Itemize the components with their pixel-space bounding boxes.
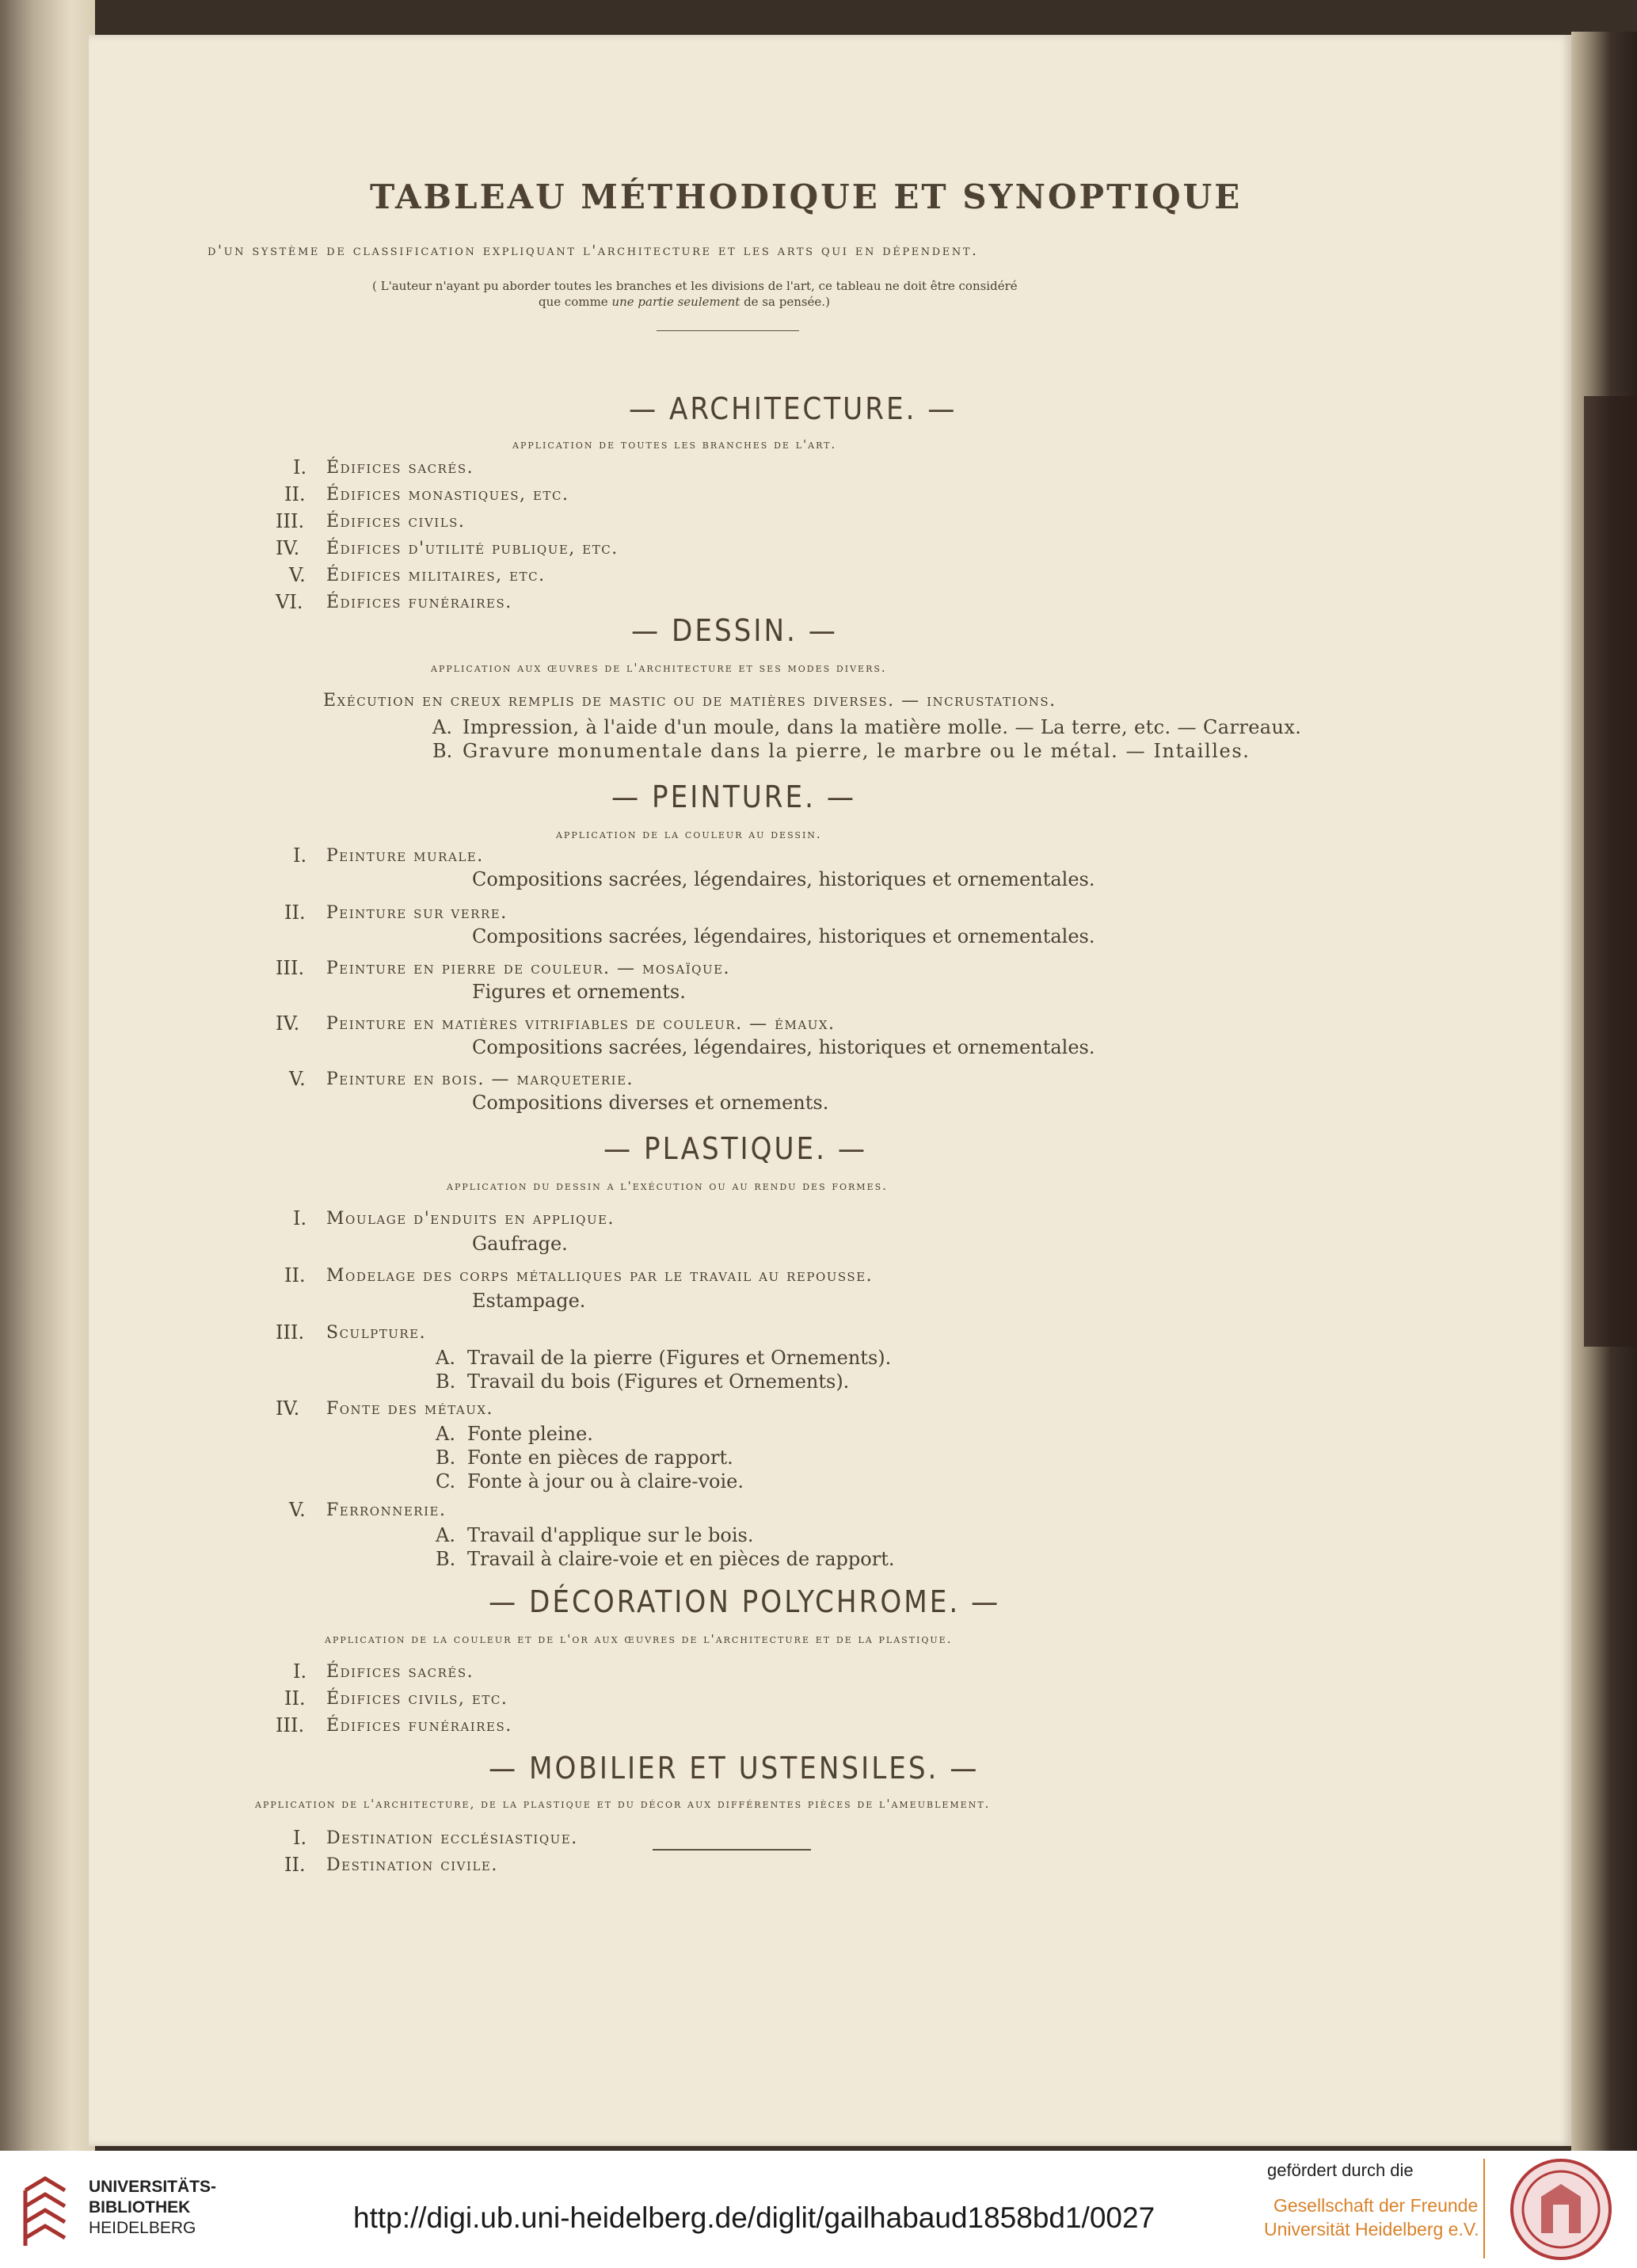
- subitem-letter: B.: [436, 1370, 456, 1393]
- item-label: Édifices militaires, etc.: [326, 566, 546, 585]
- item-number: I.: [293, 1660, 307, 1683]
- subitem-text: Travail du bois (Figures et Ornements).: [467, 1370, 850, 1393]
- item-label: Sculpture.: [326, 1323, 427, 1343]
- item-number: II.: [284, 1264, 306, 1286]
- item-label: Édifices d'utilité publique, etc.: [326, 539, 619, 558]
- dessin-letter-a: A.: [432, 716, 452, 738]
- item-number: V.: [289, 1499, 306, 1521]
- library-footer: [0, 2151, 1637, 2268]
- item-label: Peinture en pierre de couleur. — mosaïque.: [326, 959, 731, 978]
- subitem-text: Travail à claire-voie et en pièces de rapport.: [467, 1548, 895, 1570]
- item-label: Moulage d'enduits en applique.: [326, 1209, 615, 1229]
- item-label: Peinture murale.: [326, 846, 484, 866]
- header-divider: [657, 330, 799, 331]
- subitem-letter: B.: [436, 1447, 456, 1469]
- subitem-letter: C.: [436, 1470, 456, 1492]
- item-label: Peinture sur verre.: [326, 903, 508, 923]
- item-label: Destination civile.: [326, 1855, 498, 1875]
- item-number: I.: [293, 1827, 307, 1849]
- item-description: Compositions sacrées, légendaires, historiques et ornementales.: [472, 925, 1095, 947]
- decoration-application: application de la couleur et de l'or aux œuvres de l'architecture et de la plastique.: [325, 1632, 953, 1646]
- subitem-text: Travail d'applique sur le bois.: [467, 1524, 754, 1546]
- item-description: Estampage.: [472, 1290, 586, 1312]
- item-label: Peinture en bois. — marqueterie.: [326, 1069, 634, 1089]
- item-description: Figures et ornements.: [472, 981, 686, 1003]
- item-label: Édifices civils.: [326, 512, 466, 532]
- item-number: VI.: [276, 591, 303, 613]
- library-name-line3: HEIDELBERG: [89, 2219, 196, 2237]
- item-number: V.: [289, 1068, 306, 1090]
- item-number: IV.: [276, 1012, 300, 1035]
- binding-edge: [1584, 396, 1637, 1347]
- peinture-heading: — PEINTURE. —: [611, 780, 857, 814]
- item-label: Fonte des métaux.: [326, 1399, 494, 1419]
- subitem-letter: A.: [436, 1347, 455, 1369]
- mobilier-heading: — MOBILIER ET USTENSILES. —: [489, 1751, 980, 1786]
- dessin-text-b: Gravure monumentale dans la pierre, le marbre ou le métal. — Intailles.: [463, 740, 1251, 762]
- source-url[interactable]: http://digi.ub.uni-heidelberg.de/diglit/gailhabaud1858bd1/0027: [353, 2201, 1155, 2234]
- item-number: II.: [284, 1687, 306, 1710]
- architecture-heading: — ARCHITECTURE. —: [629, 391, 957, 426]
- mobilier-application: application de l'architecture, de la plastique et du décor aux différentes pièces de l'ameublement.: [255, 1797, 991, 1811]
- item-number: III.: [276, 1321, 305, 1344]
- item-number: IV.: [276, 537, 300, 559]
- sponsor-divider: [1483, 2159, 1485, 2258]
- item-description: Gaufrage.: [472, 1233, 568, 1255]
- scanned-page: [89, 35, 1571, 2146]
- decoration-heading: — DÉCORATION POLYCHROME. —: [489, 1584, 1001, 1619]
- dessin-execution: Exécution en creux remplis de mastic ou de matières diverses. — incrustations.: [323, 691, 1056, 711]
- plastique-application: application du dessin a l'exécution ou au rendu des formes.: [447, 1179, 888, 1193]
- item-number: III.: [276, 1714, 305, 1736]
- item-description: Compositions sacrées, légendaires, historiques et ornementales.: [472, 868, 1095, 890]
- document-subtitle: d'un système de classification expliquant l'architecture et les arts qui en dépendent.: [207, 242, 979, 259]
- dessin-heading: — DESSIN. —: [631, 613, 838, 648]
- sponsor-intro: gefördert durch die: [1267, 2160, 1414, 2180]
- subitem-letter: B.: [436, 1548, 456, 1570]
- item-number: III.: [276, 510, 305, 532]
- closing-divider: [653, 1849, 811, 1851]
- item-number: II.: [284, 1854, 306, 1876]
- dessin-letter-b: B.: [432, 740, 453, 762]
- item-label: Ferronnerie.: [326, 1500, 447, 1520]
- author-note-line1: ( L'auteur n'ayant pu aborder toutes les branches et les divisions de l'art, ce tableau ne doit être considéré: [372, 279, 1018, 293]
- subitem-text: Travail de la pierre (Figures et Ornements).: [467, 1347, 892, 1369]
- dessin-application: application aux œuvres de l'architecture et ses modes divers.: [431, 661, 887, 675]
- sponsor-name-line1: Gesellschaft der Freunde: [1273, 2195, 1479, 2216]
- subitem-text: Fonte pleine.: [467, 1423, 593, 1445]
- item-number: V.: [289, 564, 306, 586]
- item-label: Édifices funéraires.: [326, 593, 512, 612]
- library-logo-icon: [17, 2167, 73, 2254]
- item-description: Compositions diverses et ornements.: [472, 1092, 829, 1114]
- peinture-application: application de la couleur au dessin.: [556, 827, 822, 841]
- library-name-line1: UNIVERSITÄTS-: [89, 2178, 217, 2196]
- library-name-line2: BIBLIOTHEK: [89, 2198, 191, 2217]
- item-label: Édifices funéraires.: [326, 1716, 512, 1736]
- document-title: TABLEAU MÉTHODIQUE ET SYNOPTIQUE: [370, 177, 1243, 216]
- item-label: Édifices monastiques, etc.: [326, 485, 569, 505]
- subitem-text: Fonte en pièces de rapport.: [467, 1447, 733, 1469]
- plastique-heading: — PLASTIQUE. —: [603, 1131, 868, 1166]
- item-label: Édifices civils, etc.: [326, 1689, 508, 1709]
- item-label: Édifices sacrés.: [326, 1662, 474, 1682]
- item-label: Modelage des corps métalliques par le travail au repousse.: [326, 1266, 874, 1286]
- item-description: Compositions sacrées, légendaires, historiques et ornementales.: [472, 1036, 1095, 1058]
- subitem-text: Fonte à jour ou à claire-voie.: [467, 1470, 744, 1492]
- item-number: I.: [293, 844, 307, 867]
- sponsor-name-line2: Universität Heidelberg e.V.: [1264, 2219, 1479, 2239]
- university-seal-icon: [1509, 2157, 1612, 2262]
- item-label: Destination ecclésiastique.: [326, 1828, 578, 1848]
- subitem-letter: A.: [436, 1524, 455, 1546]
- item-label: Édifices sacrés.: [326, 458, 474, 478]
- item-number: III.: [276, 957, 305, 979]
- item-label: Peinture en matières vitrifiables de couleur. — émaux.: [326, 1014, 836, 1034]
- subitem-letter: A.: [436, 1423, 455, 1445]
- architecture-application: application de toutes les branches de l'art.: [512, 437, 837, 452]
- item-number: IV.: [276, 1397, 300, 1420]
- author-note-line2: que comme une partie seulement de sa pensée.): [539, 295, 830, 309]
- item-number: I.: [293, 1207, 307, 1229]
- item-number: I.: [293, 456, 307, 478]
- book-spine-shadow: [0, 0, 95, 2151]
- item-number: II.: [284, 483, 306, 505]
- dessin-text-a: Impression, à l'aide d'un moule, dans la matière molle. — La terre, etc. — Carreaux.: [463, 716, 1302, 738]
- item-number: II.: [284, 901, 306, 924]
